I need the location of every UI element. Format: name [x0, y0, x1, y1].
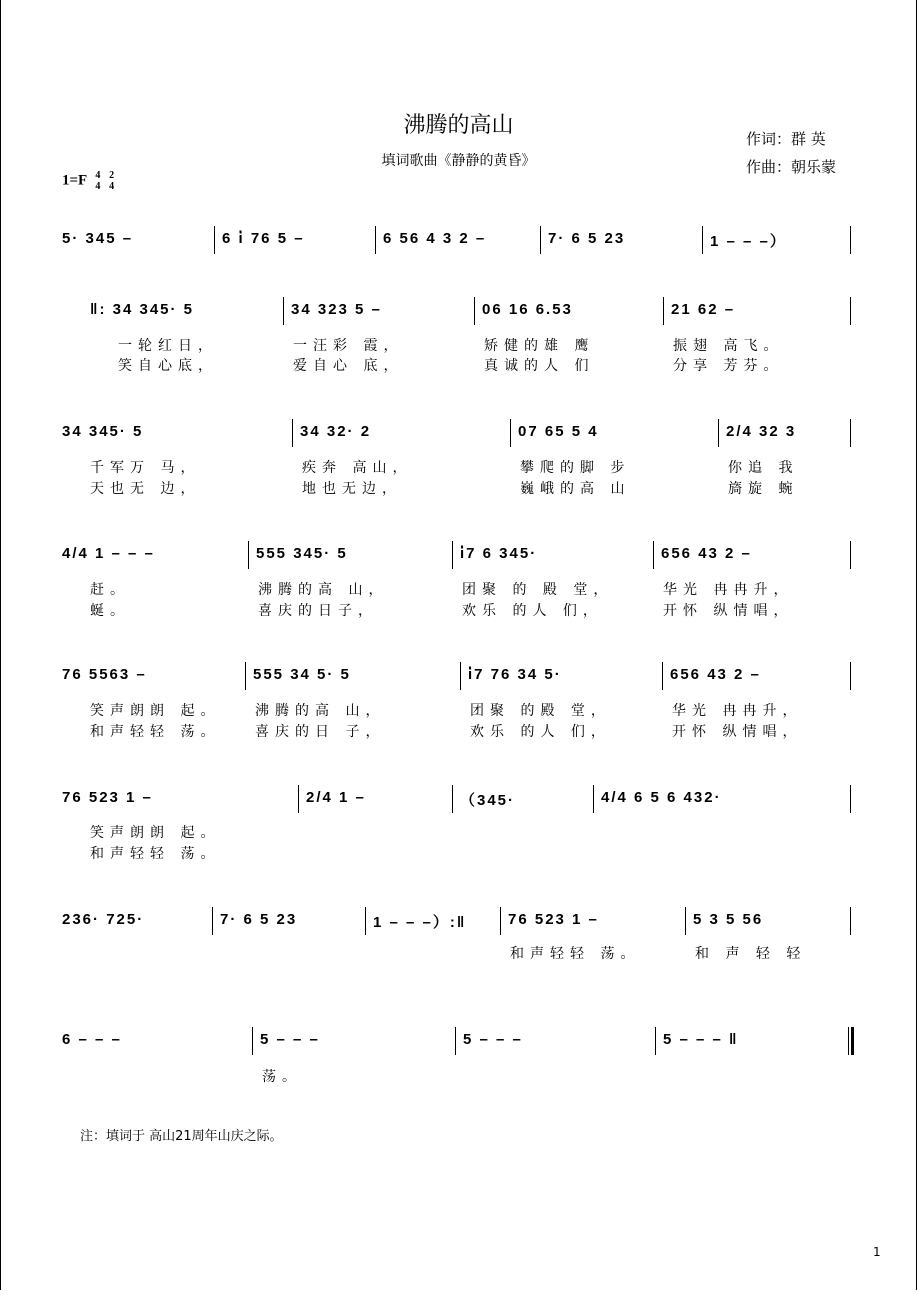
key: 1=F [62, 172, 87, 189]
barline [214, 226, 215, 254]
measure: 07 65 5 4 [518, 423, 599, 440]
measure: 236· 725· [62, 911, 145, 928]
barline [850, 662, 851, 690]
lyric: 和声轻轻 荡。 [90, 846, 221, 862]
barline [212, 907, 213, 935]
lyric: 旖旋 蜿 [728, 481, 799, 497]
measure: 5· 345 – [62, 230, 134, 247]
lyric: 开怀 纵情唱， [672, 724, 803, 740]
lyric: 赶。 [90, 582, 130, 598]
lyric: 天也无 边， [90, 481, 201, 497]
measure: 6 – – – [62, 1031, 122, 1048]
barline [500, 907, 501, 935]
barline [662, 662, 663, 690]
measure: i̇7 6 345· [460, 545, 538, 562]
lyric: 笑声朗朗 起。 [90, 703, 221, 719]
barline [850, 541, 851, 569]
barline [510, 419, 511, 447]
measure: 1 – – –）:‖ [373, 914, 467, 931]
composer: 作曲：朝乐蒙 [746, 158, 837, 176]
measure: 5 – – – ‖ [663, 1031, 739, 1048]
measure: 34 345· 5 [62, 423, 144, 440]
lyric: 振翅 高飞。 [673, 338, 784, 354]
measure: 5 – – – [463, 1031, 523, 1048]
lyric: 疾奔 高山， [302, 460, 413, 476]
measure: 5 3 5 56 [693, 911, 764, 928]
barline [365, 907, 366, 935]
measure: 2/4 1 – [306, 789, 366, 806]
measure: 76 5563 – [62, 666, 147, 683]
lyric: 巍峨的高 山 [520, 481, 631, 497]
barline [452, 541, 453, 569]
barline [292, 419, 293, 447]
lyric: 一汪彩 霞， [293, 338, 404, 354]
key-signature [62, 170, 114, 192]
lyric: 团聚 的 殿 堂， [462, 582, 614, 598]
lyric: 沸腾的高 山， [258, 582, 389, 598]
measure: 34 32· 2 [300, 423, 372, 440]
lyric: 蜒。 [90, 603, 130, 619]
measure: 555 345· 5 [256, 545, 348, 562]
barline [685, 907, 686, 935]
barline [850, 785, 851, 813]
barline [375, 226, 376, 254]
lyric: 华光 冉冉升， [672, 703, 803, 719]
barline [653, 541, 654, 569]
barline [460, 662, 461, 690]
measure: 5 – – – [260, 1031, 320, 1048]
barline [850, 419, 851, 447]
lyric: 矫健的雄 鹰 [484, 338, 595, 354]
barline [718, 419, 719, 447]
lyric: 真诚的人 们 [484, 358, 595, 374]
barline [850, 907, 851, 935]
measure: 555 34 5· 5 [253, 666, 351, 683]
final-barline [848, 1027, 853, 1055]
time-signature-2-4: 2 4 [109, 170, 115, 192]
measure: 7· 6 5 23 [548, 230, 626, 247]
barline [593, 785, 594, 813]
lyric: 喜庆的日 子， [255, 724, 386, 740]
measure: 2/4 32 3 [726, 423, 797, 440]
lyric: 喜庆的日子， [258, 603, 378, 619]
lyric: 千军万 马， [90, 460, 201, 476]
measure: 76 523 1 – [62, 789, 153, 806]
footnote: 注：填词于 高山21周年山庆之际。 [80, 1129, 283, 1144]
barline [283, 297, 284, 325]
lyric: 开怀 纵情唱， [663, 603, 794, 619]
lyric: 攀爬的脚 步 [520, 460, 631, 476]
lyric: 和 声 轻 轻 [695, 946, 807, 962]
lyric: 华光 冉冉升， [663, 582, 794, 598]
subtitle: 填词歌曲《静静的黄昏》 [381, 153, 536, 169]
lyric: 地也无边， [302, 481, 402, 497]
lyric: 你追 我 [728, 460, 799, 476]
barline [702, 226, 703, 254]
barline [298, 785, 299, 813]
measure: 656 43 2 – [670, 666, 761, 683]
barline [850, 226, 851, 254]
barline [455, 1027, 456, 1055]
measure: 06 16 6.53 [482, 301, 573, 318]
lyric: 欢乐 的人 们， [470, 724, 611, 740]
barline [245, 662, 246, 690]
measure: 34 323 5 – [291, 301, 382, 318]
measure: 4/4 6 5 6 432· [601, 789, 722, 806]
measure: 656 43 2 – [661, 545, 752, 562]
lyric: 荡。 [262, 1069, 302, 1085]
lyric: 和声轻轻 荡。 [510, 946, 641, 962]
barline [663, 297, 664, 325]
lyric: 团聚 的殿 堂， [470, 703, 611, 719]
measure: 1 – – –） [710, 233, 787, 250]
lyric: 和声轻轻 荡。 [90, 724, 221, 740]
barline [452, 785, 453, 813]
lyric: 爱自心 底， [293, 358, 404, 374]
barline [474, 297, 475, 325]
lyric: 分享 芳芬。 [673, 358, 784, 374]
measure: 21 62 – [671, 301, 736, 318]
measure: 6 i̇ 76 5 – [222, 230, 305, 247]
measure: 6 56 4 3 2 – [383, 230, 487, 247]
barline [850, 297, 851, 325]
measure: 76 523 1 – [508, 911, 599, 928]
measure: i̇7 76 34 5· [468, 666, 562, 683]
barline [252, 1027, 253, 1055]
song-title: 沸腾的高山 [403, 113, 514, 138]
measure: 4/4 1 – – – [62, 545, 155, 562]
lyric: 欢乐 的人 们， [462, 603, 603, 619]
lyric: 一轮红日， [118, 338, 218, 354]
lyricist: 作词：群 英 [746, 130, 826, 148]
measure: 7· 6 5 23 [220, 911, 298, 928]
lyric: 沸腾的高 山， [255, 703, 386, 719]
lyric: 笑自心底， [118, 358, 218, 374]
lyric: 笑声朗朗 起。 [90, 825, 221, 841]
measure: ‖: 34 345· 5 [90, 301, 195, 318]
time-signature-4-4: 4 4 [95, 170, 101, 192]
barline [540, 226, 541, 254]
barline [248, 541, 249, 569]
measure: （345· [460, 792, 516, 809]
barline [655, 1027, 656, 1055]
page-number: 1 [873, 1245, 881, 1259]
